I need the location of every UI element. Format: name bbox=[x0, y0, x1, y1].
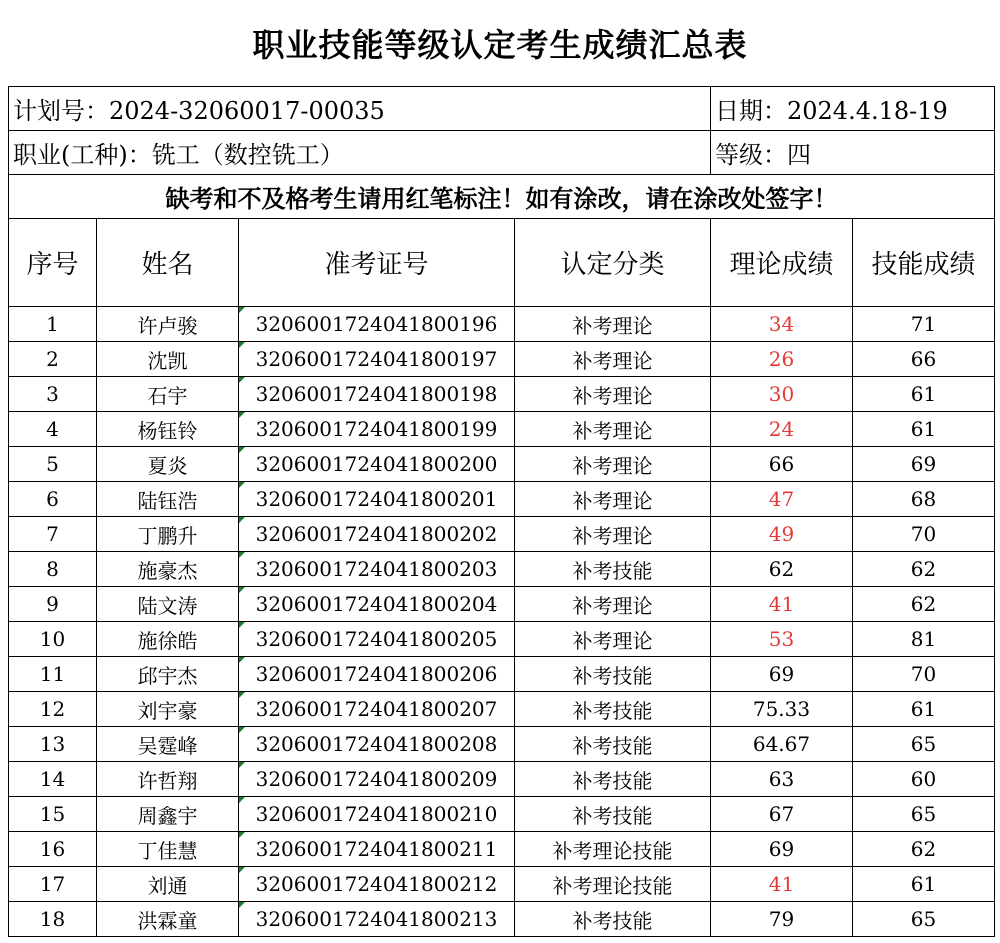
exam-id: 3206001724041800205 bbox=[239, 622, 515, 657]
skill-score: 68 bbox=[853, 482, 995, 517]
theory-score: 62 bbox=[711, 552, 853, 587]
category: 补考理论技能 bbox=[515, 832, 711, 867]
table-row bbox=[9, 377, 995, 412]
theory-score: 75.33 bbox=[711, 692, 853, 727]
exam-id: 3206001724041800199 bbox=[239, 412, 515, 447]
theory-score: 79 bbox=[711, 902, 853, 937]
skill-score: 60 bbox=[853, 762, 995, 797]
skill-score: 65 bbox=[853, 797, 995, 832]
row-no: 18 bbox=[9, 902, 97, 937]
level: 等级：四 bbox=[711, 131, 995, 175]
student-name: 许卢骏 bbox=[97, 307, 239, 342]
student-name: 石宇 bbox=[97, 377, 239, 412]
skill-score: 61 bbox=[853, 867, 995, 902]
sheet-title: 职业技能等级认定考生成绩汇总表 bbox=[252, 26, 748, 64]
category: 补考技能 bbox=[515, 727, 711, 762]
student-name: 刘通 bbox=[97, 867, 239, 902]
theory-score: 64.67 bbox=[711, 727, 853, 762]
category: 补考技能 bbox=[515, 657, 711, 692]
header-row bbox=[9, 219, 995, 307]
exam-id: 3206001724041800201 bbox=[239, 482, 515, 517]
category: 补考理论 bbox=[515, 517, 711, 552]
table-row bbox=[9, 482, 995, 517]
row-no: 10 bbox=[9, 622, 97, 657]
student-name: 杨钰铃 bbox=[97, 412, 239, 447]
student-name: 周鑫宇 bbox=[97, 797, 239, 832]
category: 补考理论 bbox=[515, 587, 711, 622]
row-no: 3 bbox=[9, 377, 97, 412]
theory-score: 63 bbox=[711, 762, 853, 797]
row-no: 9 bbox=[9, 587, 97, 622]
header-name: 姓名 bbox=[97, 219, 239, 307]
theory-score: 69 bbox=[711, 657, 853, 692]
row-no: 16 bbox=[9, 832, 97, 867]
notice-row bbox=[9, 175, 995, 219]
skill-score: 66 bbox=[853, 342, 995, 377]
category: 补考技能 bbox=[515, 692, 711, 727]
student-name: 丁鹏升 bbox=[97, 517, 239, 552]
table-row bbox=[9, 307, 995, 342]
theory-score: 67 bbox=[711, 797, 853, 832]
exam-id: 3206001724041800197 bbox=[239, 342, 515, 377]
skill-score: 70 bbox=[853, 657, 995, 692]
table-row bbox=[9, 797, 995, 832]
theory-score: 24 bbox=[711, 412, 853, 447]
exam-id: 3206001724041800200 bbox=[239, 447, 515, 482]
skill-score: 62 bbox=[853, 832, 995, 867]
row-no: 2 bbox=[9, 342, 97, 377]
table-row bbox=[9, 692, 995, 727]
skill-score: 65 bbox=[853, 727, 995, 762]
student-name: 刘宇豪 bbox=[97, 692, 239, 727]
student-name: 夏炎 bbox=[97, 447, 239, 482]
row-no: 4 bbox=[9, 412, 97, 447]
student-name: 陆钰浩 bbox=[97, 482, 239, 517]
row-no: 6 bbox=[9, 482, 97, 517]
category: 补考理论 bbox=[515, 342, 711, 377]
plan-number: 计划号：2024-32060017-00035 bbox=[9, 87, 711, 131]
theory-score: 41 bbox=[711, 587, 853, 622]
theory-score: 66 bbox=[711, 447, 853, 482]
skill-score: 61 bbox=[853, 377, 995, 412]
table-row bbox=[9, 552, 995, 587]
exam-id: 3206001724041800207 bbox=[239, 692, 515, 727]
exam-id: 3206001724041800196 bbox=[239, 307, 515, 342]
table-row bbox=[9, 587, 995, 622]
student-name: 施豪杰 bbox=[97, 552, 239, 587]
row-no: 7 bbox=[9, 517, 97, 552]
row-no: 11 bbox=[9, 657, 97, 692]
skill-score: 70 bbox=[853, 517, 995, 552]
category: 补考技能 bbox=[515, 902, 711, 937]
table-row bbox=[9, 727, 995, 762]
table-row bbox=[9, 412, 995, 447]
category: 补考理论 bbox=[515, 377, 711, 412]
table-row bbox=[9, 867, 995, 902]
student-name: 洪霖童 bbox=[97, 902, 239, 937]
category: 补考理论 bbox=[515, 307, 711, 342]
skill-score: 61 bbox=[853, 412, 995, 447]
theory-score: 41 bbox=[711, 867, 853, 902]
skill-score: 69 bbox=[853, 447, 995, 482]
table-row bbox=[9, 517, 995, 552]
exam-id: 3206001724041800198 bbox=[239, 377, 515, 412]
occupation: 职业(工种)：铣工（数控铣工） bbox=[9, 131, 711, 175]
skill-score: 65 bbox=[853, 902, 995, 937]
table-row bbox=[9, 447, 995, 482]
score-table bbox=[8, 86, 995, 937]
theory-score: 30 bbox=[711, 377, 853, 412]
table-row bbox=[9, 902, 995, 937]
student-name: 吴霆峰 bbox=[97, 727, 239, 762]
theory-score: 26 bbox=[711, 342, 853, 377]
header-theory: 理论成绩 bbox=[711, 219, 853, 307]
exam-date: 日期：2024.4.18-19 bbox=[711, 87, 995, 131]
skill-score: 62 bbox=[853, 552, 995, 587]
table-row bbox=[9, 622, 995, 657]
exam-id: 3206001724041800204 bbox=[239, 587, 515, 622]
row-no: 8 bbox=[9, 552, 97, 587]
exam-id: 3206001724041800211 bbox=[239, 832, 515, 867]
theory-score: 53 bbox=[711, 622, 853, 657]
student-name: 邱宇杰 bbox=[97, 657, 239, 692]
exam-id: 3206001724041800209 bbox=[239, 762, 515, 797]
theory-score: 47 bbox=[711, 482, 853, 517]
student-name: 丁佳慧 bbox=[97, 832, 239, 867]
exam-id: 3206001724041800213 bbox=[239, 902, 515, 937]
category: 补考理论 bbox=[515, 447, 711, 482]
table-row bbox=[9, 342, 995, 377]
exam-id: 3206001724041800208 bbox=[239, 727, 515, 762]
exam-id: 3206001724041800206 bbox=[239, 657, 515, 692]
skill-score: 71 bbox=[853, 307, 995, 342]
info-row-plan bbox=[9, 87, 995, 131]
table-row bbox=[9, 762, 995, 797]
theory-score: 69 bbox=[711, 832, 853, 867]
category: 补考理论 bbox=[515, 412, 711, 447]
student-name: 施徐皓 bbox=[97, 622, 239, 657]
table-row bbox=[9, 832, 995, 867]
exam-id: 3206001724041800203 bbox=[239, 552, 515, 587]
category: 补考技能 bbox=[515, 552, 711, 587]
row-no: 17 bbox=[9, 867, 97, 902]
header-category: 认定分类 bbox=[515, 219, 711, 307]
student-name: 沈凯 bbox=[97, 342, 239, 377]
table-row bbox=[9, 657, 995, 692]
skill-score: 81 bbox=[853, 622, 995, 657]
theory-score: 49 bbox=[711, 517, 853, 552]
theory-score: 34 bbox=[711, 307, 853, 342]
row-no: 13 bbox=[9, 727, 97, 762]
student-name: 许哲翔 bbox=[97, 762, 239, 797]
row-no: 12 bbox=[9, 692, 97, 727]
header-no: 序号 bbox=[9, 219, 97, 307]
skill-score: 61 bbox=[853, 692, 995, 727]
row-no: 5 bbox=[9, 447, 97, 482]
category: 补考理论技能 bbox=[515, 867, 711, 902]
info-row-occupation bbox=[9, 131, 995, 175]
header-exam-id: 准考证号 bbox=[239, 219, 515, 307]
notice-text: 缺考和不及格考生请用红笔标注！如有涂改，请在涂改处签字！ bbox=[9, 175, 995, 219]
category: 补考技能 bbox=[515, 762, 711, 797]
row-no: 15 bbox=[9, 797, 97, 832]
exam-id: 3206001724041800210 bbox=[239, 797, 515, 832]
exam-id: 3206001724041800202 bbox=[239, 517, 515, 552]
exam-id: 3206001724041800212 bbox=[239, 867, 515, 902]
category: 补考技能 bbox=[515, 797, 711, 832]
row-no: 14 bbox=[9, 762, 97, 797]
category: 补考理论 bbox=[515, 482, 711, 517]
row-no: 1 bbox=[9, 307, 97, 342]
student-name: 陆文涛 bbox=[97, 587, 239, 622]
header-skill: 技能成绩 bbox=[853, 219, 995, 307]
category: 补考理论 bbox=[515, 622, 711, 657]
skill-score: 62 bbox=[853, 587, 995, 622]
